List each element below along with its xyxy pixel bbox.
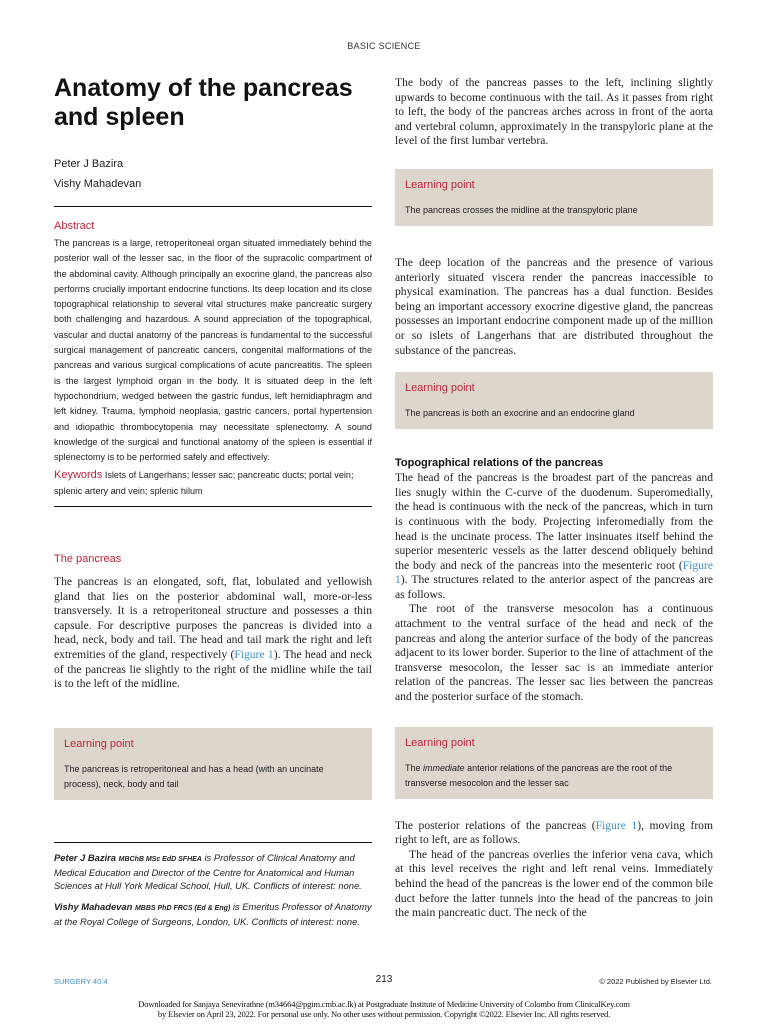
figure-link[interactable]: Figure 1 — [234, 648, 274, 662]
learning-point-text-part: anterior relations of the pancreas are the root of the transverse mesocolon and the lesser sac — [405, 762, 673, 788]
learning-point-box — [395, 169, 713, 226]
paragraph — [54, 575, 372, 692]
right-column — [395, 76, 713, 921]
title-line-2: and spleen — [54, 103, 185, 131]
article-title — [54, 74, 372, 132]
figure-link[interactable]: Figure 1 — [395, 558, 713, 587]
learning-point-title: Learning point — [405, 382, 475, 395]
journal-citation: SURGERY 40:4 — [54, 977, 108, 986]
paragraph — [395, 471, 713, 602]
paragraph: The root of the transverse mesocolon has a continuous attachment to the ventral surface of the head and neck of the pancreas and along the anterior surface of the body of the pancreas adjacent to its lower border. Superior to the line of attachment of the transverse mesocolon, the lesser sac is an immediate anterior relation of the pancreas. The lesser sac lies between the pancreas and the posterior surface of the stomach. — [395, 602, 713, 704]
abstract-text: The pancreas is a large, retroperitoneal organ situated immediately behind the posterior wall of the lesser sac, in the floor of the supracolic compartment of the abdominal cavity. Although principally an exocrine gland, the pancreas also performs crucially important endocrine functions. Its deep location and its close topographical relationship to several vital structures make pancreatic surgery both challenging and hazardous. A sound appreciation of the topographical, vascular and ductal anatomy of the pancreas is fundamental to the successful surgical management of pancreatic cancers, congenital malformations of the pancreas and various surgical complications of acute pancreatitis. The spleen is the largest lymphoid organ in the body. It is situated deep in the left hypochondrium, wedged between the gastric fundus, left hemidiaphragm and left kidney. Trauma, lymphoid neoplasia, gastric cancers, portal hypertension and idiopathic thrombocytopenia may necessitate splenectomy. A sound knowledge of the surgical and functional anatomy of the spleen is essential if splenectomy is to be performed safely and effectively. — [54, 238, 372, 463]
abstract-heading: Abstract — [54, 220, 95, 232]
author-affiliation — [54, 900, 372, 928]
paragraph — [395, 819, 713, 848]
affiliation-text: is Emeritus Professor of Anatomy at the Royal College of Surgeons, London, UK. Conflicts of interest: none. — [54, 900, 372, 927]
page-number: 213 — [375, 974, 393, 985]
paragraph: The deep location of the pancreas and the presence of various anteriorly situated viscera render the pancreas inaccessible to physical examination. The pancreas has a dual function. Besides being an important accessory exocrine digestive gland, the pancreas possesses an important endocrine component made up of the million or so islets of Langerhans that are distributed throughout the substance of the pancreas. — [395, 255, 713, 357]
paragraph-text: ). The head and neck of the pancreas lie slightly to the right of the midline while the tail is to the left of the midline. — [54, 648, 372, 691]
learning-point-text: The pancreas is both an exocrine and an endocrine gland — [405, 408, 635, 419]
learning-point-text: The pancreas is retroperitoneal and has a head (with an uncinate process), neck, body and tail — [64, 763, 324, 789]
affiliation-credentials: MBBS PhD FRCS (Ed & Eng) — [134, 904, 231, 912]
author-name: Peter J Bazira — [54, 158, 124, 170]
learning-point-text: The pancreas crosses the midline at the transpyloric plane — [405, 204, 638, 215]
affiliation-credentials: MBChB MSc EdD SFHEA — [118, 855, 202, 863]
learning-point-text-part: The — [405, 762, 421, 773]
learning-point-box — [395, 727, 713, 799]
paragraph-text: The head of the pancreas is the broadest part of the pancreas and lies snugly within the C-curve of the duodenum. Superomedially, the head is continuous with the neck of the pancreas, which in turn is continuous with the body. Projecting inferomedially from the head is the uncinate process. The latter insinuates itself behind the superior mesenteric vessels as the latter descend obliquely behind the body and neck of the pancreas into the mesenteric root ( — [395, 471, 713, 572]
paragraph-text: The posterior relations of the pancreas ( — [395, 818, 596, 832]
author-affiliation — [54, 851, 372, 892]
paragraph: The head of the pancreas overlies the inferior vena cava, which at this level receives the right and left renal veins. Immediately behind the head of the pancreas is the lower end of the common bile duct before the latter tunnels into the head of the pancreas to join the main pancreatic duct. The neck of the — [395, 847, 713, 920]
affiliation-name: Vishy Mahadevan — [54, 900, 133, 912]
paragraph: The body of the pancreas passes to the left, inclining slightly upwards to become continuous with the tail. As it passes from right to left, the body of the pancreas arches across in front of the aorta and vertebral column, approximately in the transpyloric plane at the level of the first lumbar vertebra. — [395, 76, 713, 148]
divider — [54, 206, 372, 207]
learning-point-box — [54, 728, 372, 800]
paragraph-text: The pancreas is an elongated, soft, flat, lobulated and yellowish gland that lies on the posterior abdominal wall, more-or-less transversely. It is a retroperitoneal structure and possesses a thin capsule. For descriptive purposes the pancreas is divided into a head, neck, body and tail. The head and tail mark the right and left extremities of the gland, respectively ( — [54, 575, 372, 662]
section-heading-pancreas: The pancreas — [54, 553, 122, 566]
learning-point-text — [405, 761, 703, 791]
paragraph-text: ). The structures related to the anterior aspect of the pancreas are as follows. — [395, 573, 713, 601]
keywords — [54, 468, 372, 499]
subsection-heading: Topographical relations of the pancreas — [395, 457, 604, 470]
figure-link[interactable]: Figure 1 — [595, 818, 638, 832]
title-line-1: Anatomy of the pancreas — [54, 74, 353, 102]
copyright: © 2022 Published by Elsevier Ltd. — [599, 977, 712, 986]
download-line: by Elsevier on April 23, 2022. For personal use only. No other uses without permission. Copyright ©2022. Elsevier Inc. All rights reserved. — [157, 1009, 611, 1019]
affiliation-name: Peter J Bazira — [54, 851, 117, 863]
affiliation-text: is Professor of Clinical Anatomy and Medical Education and Director of the Centre for Anatomical and Human Sciences at Hull York Medical School, Hull, UK. Conflicts of interest: none. — [54, 851, 362, 891]
left-column — [54, 74, 372, 928]
download-line: Downloaded for Sanjaya Senevirathne (m34664@pgim.cmb.ac.lk) at Postgraduate Institute of Medicine University of Colombo from ClinicalKey.com — [138, 999, 630, 1009]
divider — [54, 506, 372, 507]
learning-point-title: Learning point — [405, 736, 475, 749]
download-notice — [0, 999, 768, 1019]
paragraph-text: ), moving from right to left, are as follows. — [395, 818, 713, 847]
learning-point-title: Learning point — [405, 178, 475, 191]
author-list — [54, 154, 372, 194]
author-name: Vishy Mahadevan — [54, 178, 142, 190]
divider — [54, 842, 372, 843]
emphasis-text: immediate — [423, 762, 465, 773]
keywords-label: Keywords — [54, 469, 103, 482]
learning-point-title: Learning point — [64, 737, 134, 750]
section-label: BASIC SCIENCE — [347, 41, 421, 51]
keywords-text: Islets of Langerhans; lesser sac; pancreatic ducts; portal vein; splenic artery and vein; splenic hilum — [54, 470, 354, 496]
learning-point-box — [395, 372, 713, 429]
